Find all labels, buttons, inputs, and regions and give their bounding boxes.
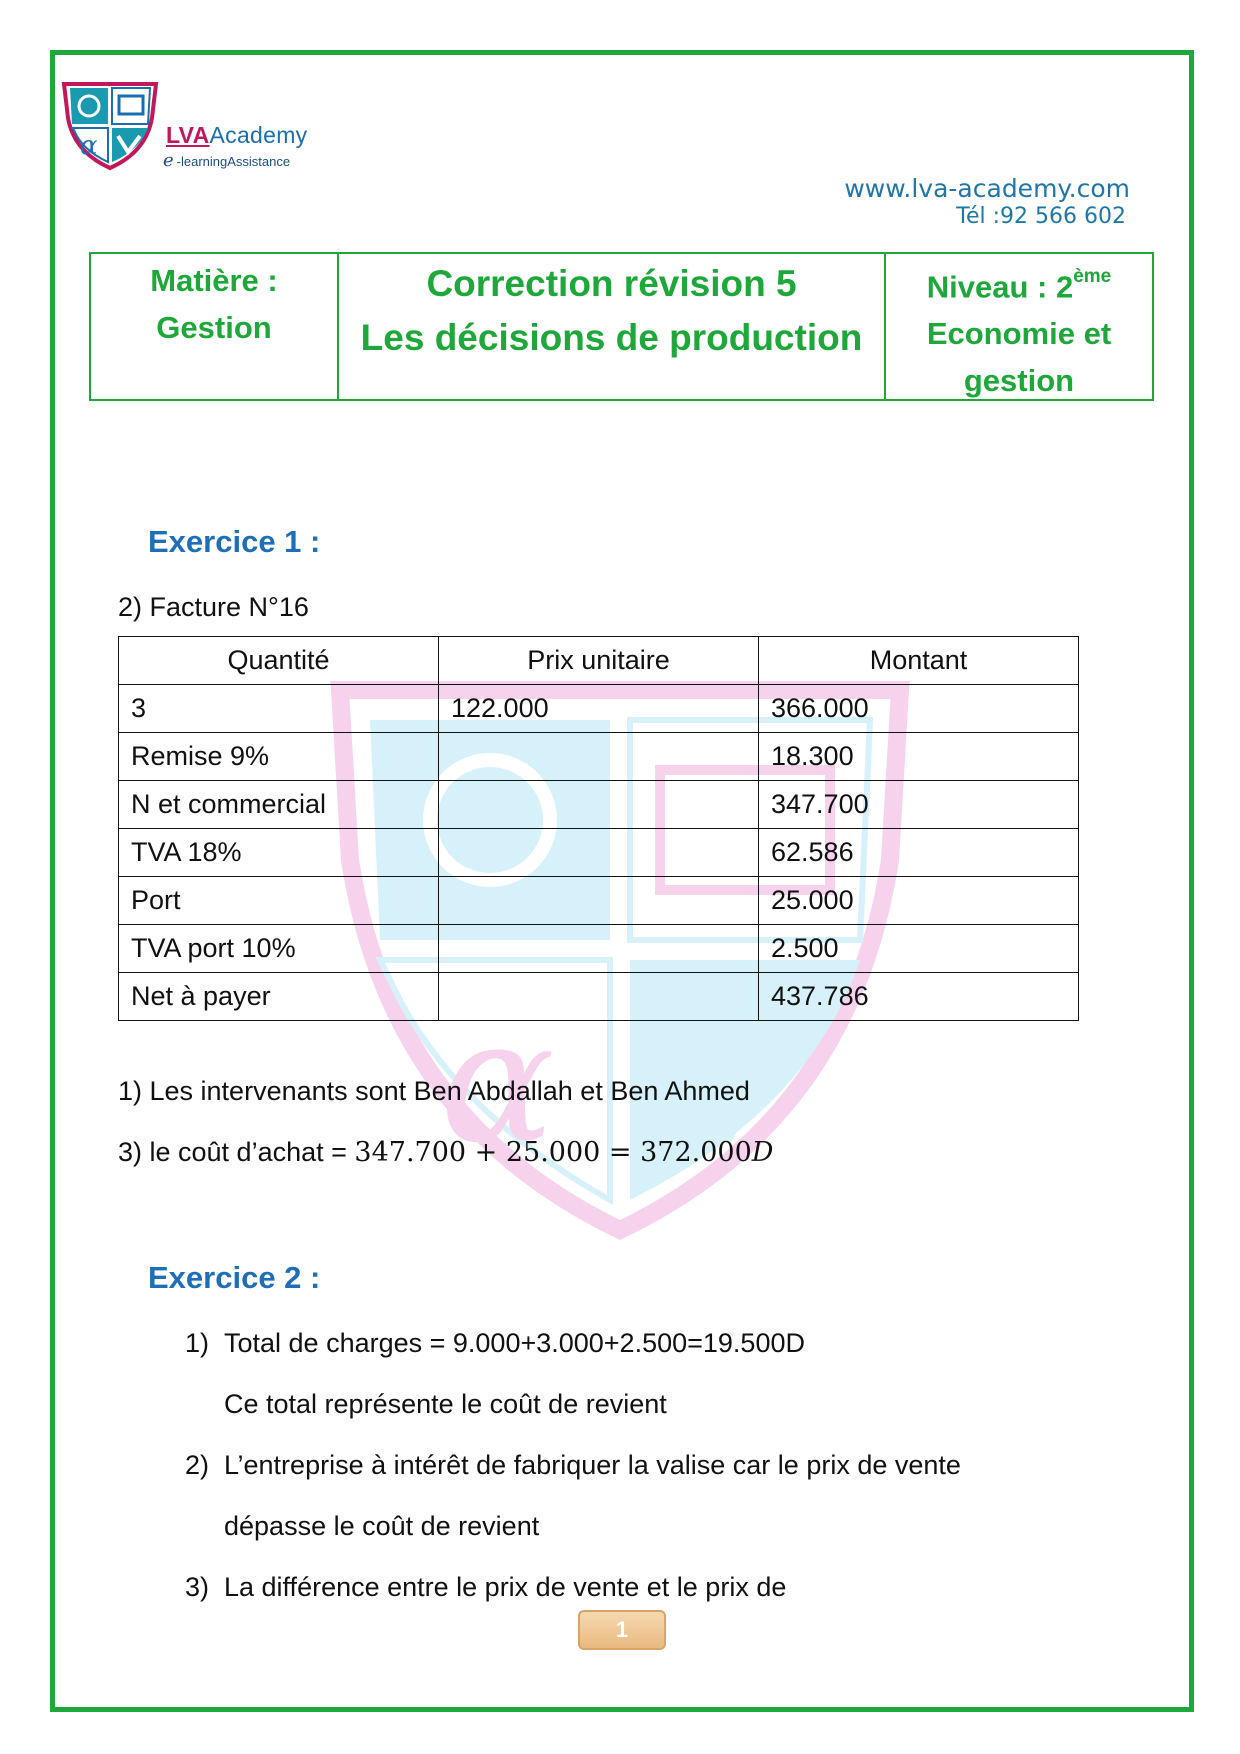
level-sup: ème	[1073, 266, 1112, 287]
answer-3-label: 3) le coût d’achat =	[118, 1137, 355, 1167]
table-cell	[439, 877, 759, 925]
table-cell: 122.000	[439, 685, 759, 733]
table-cell	[439, 733, 759, 781]
table-cell	[439, 829, 759, 877]
subject-cell	[91, 254, 339, 399]
table-cell: TVA 18%	[119, 829, 439, 877]
brand-academy: Academy	[209, 122, 308, 148]
table-cell: 366.000	[759, 685, 1079, 733]
column-header: Prix unitaire	[439, 637, 759, 685]
table-cell: 347.700	[759, 781, 1079, 829]
table-cell: 18.300	[759, 733, 1079, 781]
header-table	[89, 252, 1154, 401]
list-item: Total de charges = 9.000+3.000+2.500=19.500D	[224, 1328, 805, 1358]
brand-tagline	[163, 150, 290, 171]
subject-label: Matière :	[150, 263, 278, 298]
table-row	[119, 685, 1079, 733]
invoice-heading: 2) Facture N°16	[118, 592, 309, 622]
answer-3	[118, 1137, 773, 1168]
svg-text:α: α	[80, 131, 98, 161]
level-label: Niveau : 2ème	[926, 266, 1112, 305]
brand-name	[166, 122, 307, 149]
page-title: Correction révision 5	[426, 263, 797, 304]
website-link[interactable]: www.lva-academy.com	[844, 174, 1130, 203]
tagline-e: e	[163, 150, 174, 171]
item-number: 3)	[185, 1572, 210, 1602]
answer-3-formula: 347.700 + 25.000 = 372.000	[354, 1137, 752, 1168]
answer-1: 1) Les intervenants sont Ben Abdallah et Ben Ahmed	[118, 1076, 750, 1106]
exercise2-title: Exercice 2 :	[148, 1260, 321, 1295]
phone-number: Tél :92 566 602	[956, 204, 1126, 229]
level-line3: gestion	[963, 363, 1075, 399]
column-header: Quantité	[119, 637, 439, 685]
list-item: La différence entre le prix de vente et le prix de	[224, 1572, 787, 1602]
subject-value: Gestion	[156, 310, 272, 345]
table-cell: N et commercial	[119, 781, 439, 829]
table-cell	[439, 925, 759, 973]
page-subtitle: Les décisions de production	[360, 317, 863, 358]
table-cell	[439, 781, 759, 829]
table-row	[119, 781, 1079, 829]
table-cell: 62.586	[759, 829, 1079, 877]
table-header-row	[119, 637, 1079, 685]
table-row	[119, 877, 1079, 925]
invoice-table	[118, 636, 1079, 1021]
table-cell: TVA port 10%	[119, 925, 439, 973]
page-number-badge: 1	[578, 1610, 666, 1650]
answer-3-unit: D	[751, 1137, 774, 1168]
table-cell: 2.500	[759, 925, 1079, 973]
item-number: 2)	[185, 1450, 210, 1480]
table-cell	[439, 973, 759, 1021]
level-line2: Economie et	[926, 316, 1112, 352]
table-cell: 3	[119, 685, 439, 733]
lva-logo-icon	[58, 78, 162, 172]
table-cell: 25.000	[759, 877, 1079, 925]
svg-text:α: α	[440, 983, 555, 1181]
list-item-continuation: dépasse le coût de revient	[224, 1511, 540, 1541]
list-item: L’entreprise à intérêt de fabriquer la valise car le prix de vente	[224, 1450, 961, 1480]
list-item-continuation: Ce total représente le coût de revient	[224, 1389, 667, 1419]
item-number: 1)	[185, 1328, 210, 1358]
exercise1-title: Exercice 1 :	[148, 524, 321, 559]
brand-lva: LVA	[166, 122, 210, 148]
table-row	[119, 925, 1079, 973]
table-cell: Remise 9%	[119, 733, 439, 781]
table-cell: 437.786	[759, 973, 1079, 1021]
table-row	[119, 829, 1079, 877]
title-cell	[339, 254, 886, 399]
level-cell	[886, 254, 1152, 399]
table-cell: Port	[119, 877, 439, 925]
tagline-text: -learningAssistance	[176, 154, 291, 169]
table-row	[119, 973, 1079, 1021]
column-header: Montant	[759, 637, 1079, 685]
table-cell: Net à payer	[119, 973, 439, 1021]
table-row	[119, 733, 1079, 781]
